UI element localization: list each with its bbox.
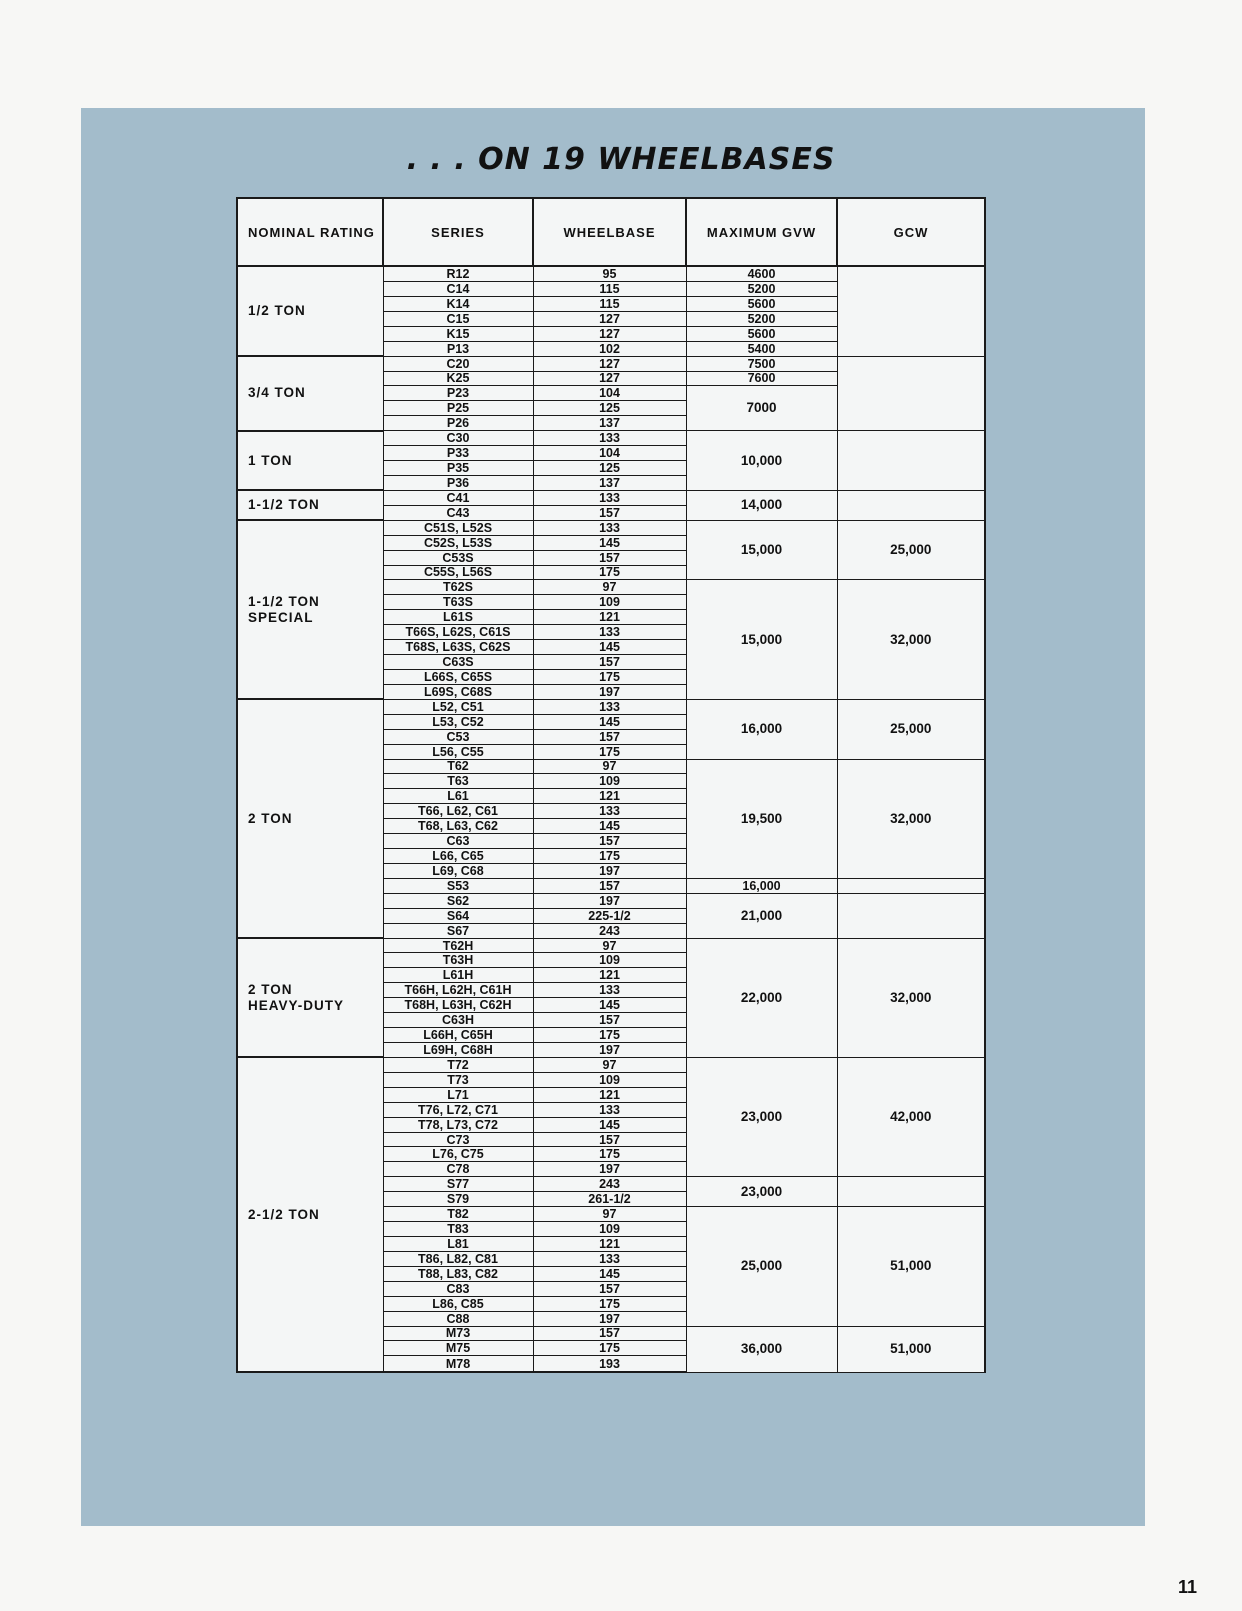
- series-cell: T66, L62, C61: [383, 804, 533, 819]
- series-cell: T72: [383, 1057, 533, 1072]
- wheelbase-cell: 197: [533, 863, 686, 878]
- wheelbase-cell: 97: [533, 759, 686, 774]
- maximum-gvw-cell: 5600: [686, 296, 837, 311]
- series-cell: C83: [383, 1281, 533, 1296]
- maximum-gvw-cell: 22,000: [686, 938, 837, 1057]
- nominal-rating-cell: 2 TON: [237, 699, 383, 938]
- wheelbase-cell: 125: [533, 461, 686, 476]
- series-cell: K25: [383, 371, 533, 386]
- series-cell: T73: [383, 1072, 533, 1087]
- wheelbase-cell: 145: [533, 1117, 686, 1132]
- wheelbase-cell: 137: [533, 475, 686, 490]
- series-cell: P23: [383, 386, 533, 401]
- wheelbase-cell: 121: [533, 1237, 686, 1252]
- series-cell: L61H: [383, 968, 533, 983]
- series-cell: T68H, L63H, C62H: [383, 998, 533, 1013]
- wheelbase-cell: 157: [533, 1132, 686, 1147]
- gcw-cell: 25,000: [837, 520, 985, 580]
- wheelbase-cell: 104: [533, 386, 686, 401]
- series-cell: L61S: [383, 610, 533, 625]
- maximum-gvw-cell: 25,000: [686, 1207, 837, 1326]
- series-cell: L66H, C65H: [383, 1028, 533, 1043]
- nominal-rating-cell: 1/2 TON: [237, 266, 383, 356]
- wheelbase-cell: 243: [533, 1177, 686, 1192]
- gcw-cell: 32,000: [837, 580, 985, 699]
- wheelbase-cell: 125: [533, 401, 686, 416]
- series-cell: M78: [383, 1356, 533, 1372]
- wheelbase-cell: 95: [533, 266, 686, 282]
- series-cell: T68, L63, C62: [383, 819, 533, 834]
- wheelbase-cell: 197: [533, 1162, 686, 1177]
- series-cell: P35: [383, 461, 533, 476]
- series-cell: M75: [383, 1341, 533, 1356]
- gcw-cell: [837, 893, 985, 938]
- series-cell: C53S: [383, 550, 533, 565]
- wheelbase-cell: 197: [533, 1311, 686, 1326]
- series-cell: T63S: [383, 595, 533, 610]
- series-cell: L69, C68: [383, 863, 533, 878]
- series-cell: M73: [383, 1326, 533, 1341]
- nominal-rating-cell: 1-1/2 TON: [237, 490, 383, 520]
- gcw-cell: [837, 490, 985, 520]
- wheelbase-cell: 133: [533, 699, 686, 714]
- series-cell: C63H: [383, 1013, 533, 1028]
- wheelbase-cell: 121: [533, 610, 686, 625]
- series-cell: T82: [383, 1207, 533, 1222]
- series-cell: L56, C55: [383, 744, 533, 759]
- wheelbase-cell: 145: [533, 1266, 686, 1281]
- gcw-cell: 51,000: [837, 1207, 985, 1326]
- maximum-gvw-cell: 15,000: [686, 580, 837, 699]
- wheelbase-cell: 127: [533, 356, 686, 371]
- series-cell: C53: [383, 729, 533, 744]
- series-cell: L69S, C68S: [383, 684, 533, 699]
- table-row: [237, 431, 985, 446]
- series-cell: T78, L73, C72: [383, 1117, 533, 1132]
- series-cell: C63: [383, 834, 533, 849]
- wheelbase-cell: 157: [533, 834, 686, 849]
- wheelbase-cell: 133: [533, 490, 686, 505]
- wheelbase-cell: 133: [533, 520, 686, 535]
- wheelbase-cell: 127: [533, 326, 686, 341]
- wheelbase-cell: 243: [533, 923, 686, 938]
- series-cell: T88, L83, C82: [383, 1266, 533, 1281]
- table-row: [237, 938, 985, 953]
- table-row: [237, 266, 985, 282]
- series-cell: P26: [383, 416, 533, 431]
- header-nominal-rating: NOMINAL RATING: [237, 198, 383, 266]
- series-cell: C88: [383, 1311, 533, 1326]
- wheelbase-cell: 121: [533, 1087, 686, 1102]
- series-cell: T76, L72, C71: [383, 1102, 533, 1117]
- series-cell: R12: [383, 266, 533, 282]
- wheelbase-cell: 197: [533, 684, 686, 699]
- series-cell: L69H, C68H: [383, 1043, 533, 1058]
- wheelbase-cell: 133: [533, 1102, 686, 1117]
- series-cell: T68S, L63S, C62S: [383, 640, 533, 655]
- gcw-cell: [837, 1177, 985, 1207]
- gcw-cell: [837, 878, 985, 893]
- series-cell: S79: [383, 1192, 533, 1207]
- gcw-cell: [837, 266, 985, 356]
- header-maximum-gvw: MAXIMUM GVW: [686, 198, 837, 266]
- wheelbase-cell: 127: [533, 311, 686, 326]
- wheelbase-cell: 175: [533, 1028, 686, 1043]
- wheelbase-cell: 145: [533, 819, 686, 834]
- table-header-row: [237, 198, 985, 266]
- wheelbase-cell: 133: [533, 983, 686, 998]
- gcw-cell: 32,000: [837, 759, 985, 878]
- wheelbase-cell: 193: [533, 1356, 686, 1372]
- maximum-gvw-cell: 16,000: [686, 878, 837, 893]
- wheelbase-cell: 157: [533, 505, 686, 520]
- maximum-gvw-cell: 19,500: [686, 759, 837, 878]
- maximum-gvw-cell: 5400: [686, 341, 837, 356]
- wheelbase-cell: 97: [533, 1057, 686, 1072]
- wheelbase-spec-table: [236, 197, 986, 1373]
- gcw-cell: [837, 431, 985, 491]
- wheelbase-cell: 127: [533, 371, 686, 386]
- series-cell: C15: [383, 311, 533, 326]
- wheelbase-cell: 261-1/2: [533, 1192, 686, 1207]
- maximum-gvw-cell: 10,000: [686, 431, 837, 491]
- wheelbase-cell: 175: [533, 1296, 686, 1311]
- wheelbase-cell: 145: [533, 998, 686, 1013]
- series-cell: K14: [383, 296, 533, 311]
- series-cell: T62: [383, 759, 533, 774]
- series-cell: T63H: [383, 953, 533, 968]
- wheelbase-cell: 133: [533, 625, 686, 640]
- maximum-gvw-cell: 7500: [686, 356, 837, 371]
- header-series: SERIES: [383, 198, 533, 266]
- series-cell: L52, C51: [383, 699, 533, 714]
- maximum-gvw-cell: 5600: [686, 326, 837, 341]
- series-cell: S64: [383, 908, 533, 923]
- wheelbase-cell: 157: [533, 655, 686, 670]
- wheelbase-cell: 97: [533, 1207, 686, 1222]
- maximum-gvw-cell: 23,000: [686, 1057, 837, 1176]
- maximum-gvw-cell: 14,000: [686, 490, 837, 520]
- wheelbase-cell: 109: [533, 1072, 686, 1087]
- series-cell: L66, C65: [383, 849, 533, 864]
- wheelbase-cell: 157: [533, 1013, 686, 1028]
- wheelbase-cell: 109: [533, 1222, 686, 1237]
- series-cell: L76, C75: [383, 1147, 533, 1162]
- series-cell: C30: [383, 431, 533, 446]
- series-cell: T86, L82, C81: [383, 1251, 533, 1266]
- series-cell: P33: [383, 446, 533, 461]
- wheelbase-cell: 109: [533, 595, 686, 610]
- series-cell: L61: [383, 789, 533, 804]
- gcw-cell: 42,000: [837, 1057, 985, 1176]
- series-cell: L71: [383, 1087, 533, 1102]
- table-row: [237, 520, 985, 535]
- table-row: [237, 490, 985, 505]
- series-cell: C20: [383, 356, 533, 371]
- wheelbase-cell: 121: [533, 789, 686, 804]
- maximum-gvw-cell: 36,000: [686, 1326, 837, 1372]
- wheelbase-cell: 157: [533, 878, 686, 893]
- gcw-cell: 32,000: [837, 938, 985, 1057]
- maximum-gvw-cell: 15,000: [686, 520, 837, 580]
- wheelbase-cell: 175: [533, 1147, 686, 1162]
- gcw-cell: 25,000: [837, 699, 985, 759]
- nominal-rating-cell: 2 TON HEAVY-DUTY: [237, 938, 383, 1057]
- series-cell: L66S, C65S: [383, 669, 533, 684]
- nominal-rating-cell: 1 TON: [237, 431, 383, 491]
- wheelbase-cell: 145: [533, 640, 686, 655]
- series-cell: S77: [383, 1177, 533, 1192]
- series-cell: L53, C52: [383, 714, 533, 729]
- wheelbase-cell: 175: [533, 669, 686, 684]
- series-cell: P13: [383, 341, 533, 356]
- header-gcw: GCW: [837, 198, 985, 266]
- series-cell: T66H, L62H, C61H: [383, 983, 533, 998]
- series-cell: L81: [383, 1237, 533, 1252]
- wheelbase-cell: 133: [533, 804, 686, 819]
- series-cell: S67: [383, 923, 533, 938]
- series-cell: C63S: [383, 655, 533, 670]
- series-cell: C78: [383, 1162, 533, 1177]
- table-row: [237, 699, 985, 714]
- maximum-gvw-cell: 4600: [686, 266, 837, 282]
- table-row: [237, 1057, 985, 1072]
- wheelbase-cell: 145: [533, 535, 686, 550]
- wheelbase-cell: 197: [533, 893, 686, 908]
- maximum-gvw-cell: 23,000: [686, 1177, 837, 1207]
- wheelbase-cell: 115: [533, 296, 686, 311]
- series-cell: T83: [383, 1222, 533, 1237]
- series-cell: P25: [383, 401, 533, 416]
- series-cell: K15: [383, 326, 533, 341]
- wheelbase-cell: 97: [533, 580, 686, 595]
- wheelbase-cell: 157: [533, 550, 686, 565]
- maximum-gvw-cell: 7600: [686, 371, 837, 386]
- gcw-cell: [837, 356, 985, 431]
- wheelbase-cell: 133: [533, 431, 686, 446]
- series-cell: C55S, L56S: [383, 565, 533, 580]
- wheelbase-cell: 157: [533, 1281, 686, 1296]
- series-cell: S62: [383, 893, 533, 908]
- series-cell: L86, C85: [383, 1296, 533, 1311]
- wheelbase-cell: 175: [533, 744, 686, 759]
- series-cell: C43: [383, 505, 533, 520]
- wheelbase-cell: 175: [533, 849, 686, 864]
- table-row: [237, 356, 985, 371]
- page-title: . . . ON 19 WHEELBASES: [406, 142, 836, 177]
- series-cell: C52S, L53S: [383, 535, 533, 550]
- series-cell: P36: [383, 475, 533, 490]
- wheelbase-cell: 102: [533, 341, 686, 356]
- maximum-gvw-cell: 7000: [686, 386, 837, 431]
- wheelbase-cell: 121: [533, 968, 686, 983]
- wheelbase-cell: 137: [533, 416, 686, 431]
- series-cell: C51S, L52S: [383, 520, 533, 535]
- header-wheelbase: WHEELBASE: [533, 198, 686, 266]
- maximum-gvw-cell: 5200: [686, 311, 837, 326]
- series-cell: T62S: [383, 580, 533, 595]
- wheelbase-cell: 115: [533, 282, 686, 297]
- wheelbase-cell: 104: [533, 446, 686, 461]
- page-number: 11: [1178, 1577, 1198, 1597]
- wheelbase-cell: 175: [533, 1341, 686, 1356]
- nominal-rating-cell: 3/4 TON: [237, 356, 383, 431]
- wheelbase-cell: 175: [533, 565, 686, 580]
- series-cell: T66S, L62S, C61S: [383, 625, 533, 640]
- nominal-rating-cell: 1-1/2 TON SPECIAL: [237, 520, 383, 699]
- wheelbase-cell: 97: [533, 938, 686, 953]
- series-cell: C73: [383, 1132, 533, 1147]
- table-body: [237, 266, 985, 1372]
- maximum-gvw-cell: 16,000: [686, 699, 837, 759]
- maximum-gvw-cell: 21,000: [686, 893, 837, 938]
- maximum-gvw-cell: 5200: [686, 282, 837, 297]
- series-cell: S53: [383, 878, 533, 893]
- wheelbase-cell: 225-1/2: [533, 908, 686, 923]
- series-cell: C41: [383, 490, 533, 505]
- wheelbase-cell: 109: [533, 953, 686, 968]
- wheelbase-cell: 145: [533, 714, 686, 729]
- series-cell: C14: [383, 282, 533, 297]
- gcw-cell: 51,000: [837, 1326, 985, 1372]
- wheelbase-cell: 157: [533, 1326, 686, 1341]
- wheelbase-cell: 109: [533, 774, 686, 789]
- nominal-rating-cell: 2-1/2 TON: [237, 1057, 383, 1372]
- series-cell: T63: [383, 774, 533, 789]
- wheelbase-cell: 133: [533, 1251, 686, 1266]
- wheelbase-cell: 157: [533, 729, 686, 744]
- series-cell: T62H: [383, 938, 533, 953]
- wheelbase-cell: 197: [533, 1043, 686, 1058]
